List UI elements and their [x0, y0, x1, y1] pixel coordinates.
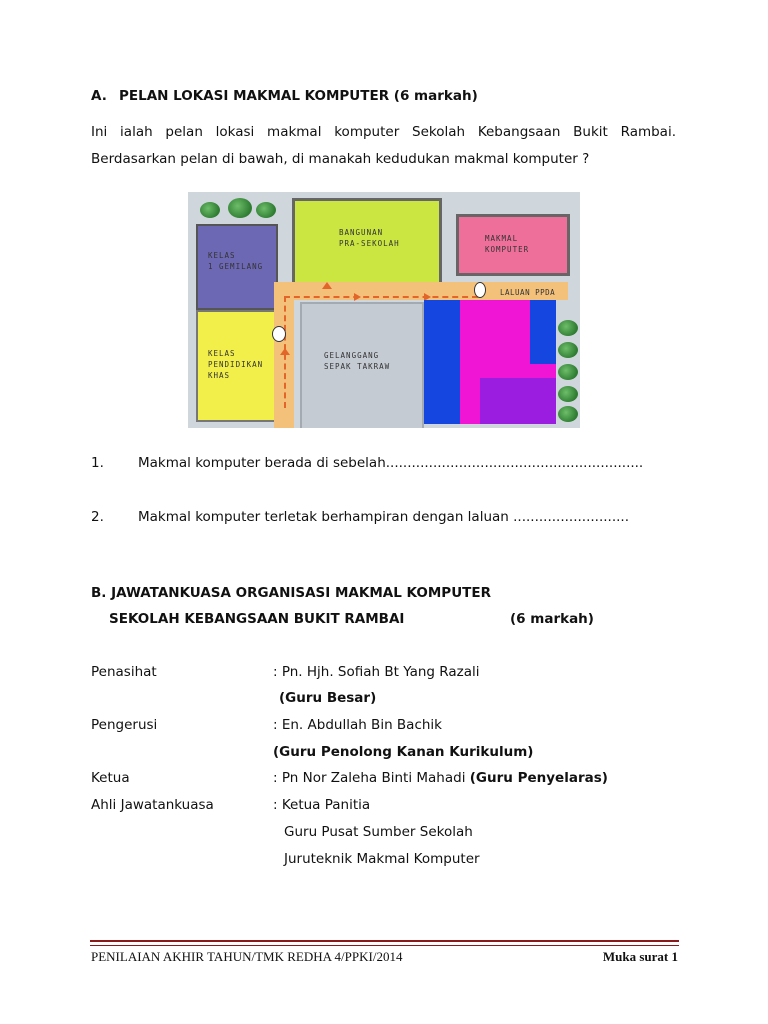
- kelas-pendidikan-khas-block: [196, 310, 278, 422]
- question-1-text: Makmal komputer berada di sebelah............................................................: [138, 455, 644, 471]
- tree-icon: [228, 198, 252, 218]
- intro-line-1: Ini ialah pelan lokasi makmal komputer Sekolah Kebangsaan Bukit Rambai.: [91, 124, 676, 140]
- route-arrow-icon: [280, 348, 290, 355]
- ahli-value-2: Guru Pusat Sumber Sekolah: [284, 824, 473, 840]
- question-2-text: Makmal komputer terletak berhampiran dengan laluan ...........................: [138, 509, 629, 525]
- location-map: [188, 192, 580, 428]
- tree-icon: [256, 202, 276, 218]
- ahli-value-1: : Ketua Panitia: [273, 797, 371, 813]
- footer-rule: [90, 940, 679, 942]
- makmal-komputer-label: MAKMAL KOMPUTER: [485, 234, 530, 254]
- kelas-pendidikan-khas-label: KELAS PENDIDIKAN KHAS: [208, 349, 264, 380]
- ketua-value: : Pn Nor Zaleha Binti Mahadi: [273, 770, 470, 786]
- ahli-jawatankuasa-label: Ahli Jawatankuasa: [91, 797, 214, 813]
- gelanggang-sepak-takraw-block: [300, 302, 424, 428]
- tree-icon: [558, 320, 578, 336]
- ketua-line: [273, 770, 608, 786]
- route-line: [284, 296, 478, 298]
- question-2-number: 2.: [91, 509, 104, 525]
- pengerusi-value: : En. Abdullah Bin Bachik: [273, 717, 443, 733]
- tree-icon: [558, 386, 578, 402]
- tree-icon: [200, 202, 220, 218]
- laluan-ppda-label: LALUAN PPDA: [500, 288, 556, 297]
- bangunan-pra-sekolah-block: [292, 198, 442, 288]
- wheelchair-icon: [474, 282, 486, 298]
- penasihat-label: Penasihat: [91, 664, 157, 680]
- footer-rule-thin: [90, 945, 679, 946]
- tree-icon: [558, 406, 578, 422]
- kelas-1-gemilang-block: [196, 224, 278, 310]
- section-a-intro: [91, 119, 676, 173]
- wheelchair-icon: [272, 326, 286, 342]
- gelanggang-sepak-takraw-label: GELANGGANG SEPAK TAKRAW: [324, 351, 391, 371]
- ketua-label: Ketua: [91, 770, 130, 786]
- section-a-letter: A.: [91, 88, 107, 104]
- pengerusi-label: Pengerusi: [91, 717, 158, 733]
- ahli-value-3: Juruteknik Makmal Komputer: [284, 851, 480, 867]
- bangunan-pra-sekolah-label: BANGUNAN PRA-SEKOLAH: [339, 228, 400, 248]
- penasihat-value: : Pn. Hjh. Sofiah Bt Yang Razali: [273, 664, 480, 680]
- purple-building: [480, 378, 556, 424]
- tree-icon: [558, 342, 578, 358]
- section-a-heading: PELAN LOKASI MAKMAL KOMPUTER (6 markah): [119, 88, 478, 104]
- penasihat-role: (Guru Besar): [279, 690, 377, 706]
- route-arrow-icon: [354, 293, 361, 301]
- section-b-heading: B. JAWATANKUASA ORGANISASI MAKMAL KOMPUTER: [91, 585, 491, 601]
- footer-page-number: Muka surat 1: [602, 949, 678, 964]
- section-b-marks: (6 markah): [510, 611, 594, 627]
- blue-building-right: [530, 300, 556, 364]
- intro-line-2: Berdasarkan pelan di bawah, di manakah kedudukan makmal komputer ?: [91, 151, 590, 167]
- section-b-subheading: SEKOLAH KEBANGSAAN BUKIT RAMBAI: [109, 611, 405, 627]
- blue-building-left: [424, 300, 460, 424]
- tree-icon: [558, 364, 578, 380]
- pengerusi-role: (Guru Penolong Kanan Kurikulum): [273, 744, 534, 760]
- footer-exam-title: PENILAIAN AKHIR TAHUN/TMK REDHA 4/PPKI/2014: [91, 949, 403, 964]
- route-arrow-icon: [322, 282, 332, 289]
- question-1-number: 1.: [91, 455, 104, 471]
- makmal-komputer-block: [456, 214, 570, 276]
- kelas-1-gemilang-label: KELAS 1 GEMILANG: [208, 251, 264, 271]
- ketua-role: (Guru Penyelaras): [469, 770, 608, 786]
